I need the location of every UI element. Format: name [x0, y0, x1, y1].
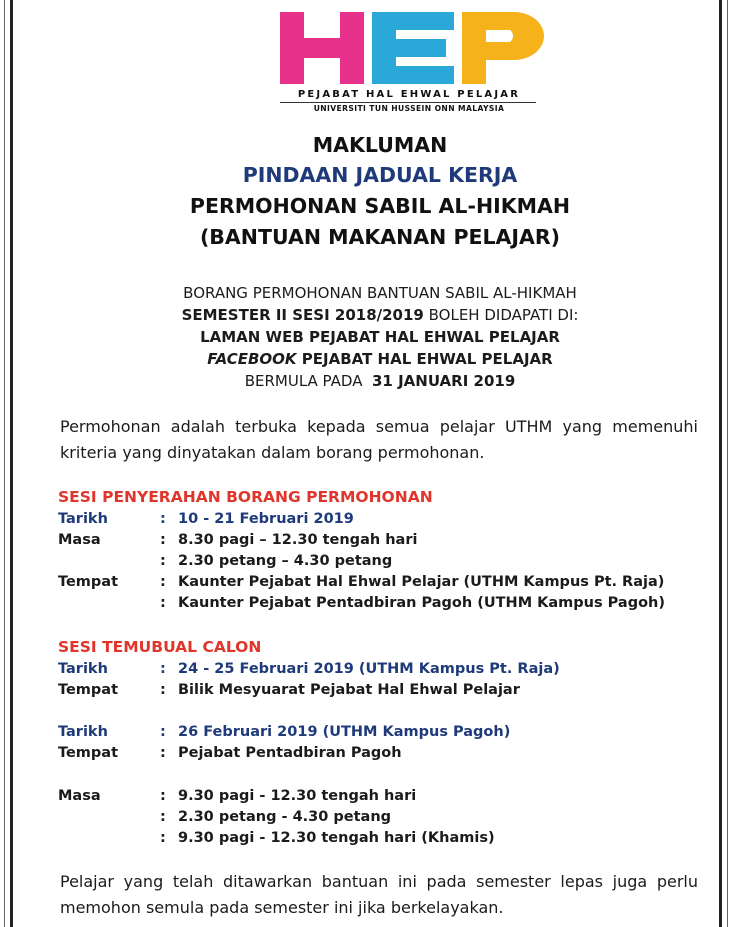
info-start-date: 31 JANUARI 2019	[372, 372, 516, 390]
s2-tarikh2-value: 26 Februari 2019 (UTHM Kampus Pagoh)	[178, 724, 511, 740]
section-interview-title: SESI TEMUBUAL CALON	[58, 638, 262, 656]
s1-tempat-value-2: Kaunter Pejabat Pentadbiran Pagoh (UTHM Kampus Pagoh)	[178, 595, 665, 611]
s2-tempat1-value: Bilik Mesyuarat Pejabat Hal Ehwal Pelajar	[178, 682, 520, 698]
s1-masa-colon-2: :	[160, 553, 166, 569]
s2-tarikh1-colon: :	[160, 661, 166, 677]
s1-tarikh-label: Tarikh	[58, 511, 108, 527]
s2-masa-value-2: 2.30 petang - 4.30 petang	[178, 809, 392, 825]
logo-divider	[280, 102, 536, 103]
s2-masa-label: Masa	[58, 788, 101, 804]
s2-masa-value-1: 9.30 pagi - 12.30 tengah hari	[178, 788, 417, 804]
info-start-label: BERMULA PADA	[244, 372, 372, 390]
s1-masa-value-2: 2.30 petang – 4.30 petang	[178, 553, 393, 569]
logo-subtitle-office: PEJABAT HAL EHWAL PELAJAR	[297, 89, 521, 100]
s2-masa-colon-1: :	[160, 788, 166, 804]
info-line-4	[80, 348, 680, 370]
info-line-1: BORANG PERMOHONAN BANTUAN SABIL AL-HIKMAH	[183, 284, 577, 302]
notice-titles	[100, 131, 660, 253]
s2-tempat2-value: Pejabat Pentadbiran Pagoh	[178, 745, 402, 761]
s1-masa-colon-1: :	[160, 532, 166, 548]
title-permohonan: PERMOHONAN SABIL AL-HIKMAH	[189, 194, 571, 218]
s2-tempat1-colon: :	[160, 682, 166, 698]
s2-masa-colon-3: :	[160, 830, 166, 846]
info-available-at: BOLEH DIDAPATI DI:	[423, 306, 579, 324]
logo-subtitle-university: UNIVERSITI TUN HUSSEIN ONN MALAYSIA	[313, 104, 505, 113]
s2-tempat2-colon: :	[160, 745, 166, 761]
s1-masa-label: Masa	[58, 532, 101, 548]
title-bantuan: (BANTUAN MAKANAN PELAJAR)	[199, 225, 561, 249]
title-pindaan: PINDAAN JADUAL KERJA	[242, 163, 518, 187]
s2-masa-colon-2: :	[160, 809, 166, 825]
s2-tarikh2-label: Tarikh	[58, 724, 108, 740]
s2-tempat2-label: Tempat	[58, 745, 119, 761]
s2-tarikh1-value: 24 - 25 Februari 2019 (UTHM Kampus Pt. Raja)	[178, 661, 560, 677]
info-facebook-page: PEJABAT HAL EHWAL PELAJAR	[296, 350, 553, 368]
eligibility-paragraph: Permohonan adalah terbuka kepada semua pelajar UTHM yang memenuhi kriteria yang dinyatakan dalam borang permohonan.	[60, 417, 698, 462]
s1-tempat-colon-2: :	[160, 595, 166, 611]
s1-tempat-colon-1: :	[160, 574, 166, 590]
s2-tarikh2-colon: :	[160, 724, 166, 740]
section-submission-title: SESI PENYERAHAN BORANG PERMOHONAN	[58, 488, 433, 506]
s1-masa-value-1: 8.30 pagi – 12.30 tengah hari	[178, 532, 418, 548]
s2-tarikh1-label: Tarikh	[58, 661, 108, 677]
s2-tempat1-label: Tempat	[58, 682, 119, 698]
title-makluman: MAKLUMAN	[312, 133, 448, 157]
info-facebook: FACEBOOK	[207, 350, 297, 368]
hep-logo	[278, 8, 548, 113]
hep-logo-letters	[278, 8, 548, 88]
reapply-paragraph: Pelajar yang telah ditawarkan bantuan ini pada semester lepas juga perlu memohon semula pada semester ini jika berkelayakan.	[60, 872, 698, 917]
info-line-5	[80, 370, 680, 392]
s1-tarikh-value: 10 - 21 Februari 2019	[178, 511, 354, 527]
s1-tempat-label: Tempat	[58, 574, 119, 590]
info-line-2	[80, 304, 680, 326]
s1-tempat-value-1: Kaunter Pejabat Hal Ehwal Pelajar (UTHM Kampus Pt. Raja)	[178, 574, 665, 590]
form-availability-info	[80, 282, 680, 392]
s1-tarikh-colon: :	[160, 511, 166, 527]
s2-masa-value-3: 9.30 pagi - 12.30 tengah hari (Khamis)	[178, 830, 495, 846]
info-website: LAMAN WEB PEJABAT HAL EHWAL PELAJAR	[200, 328, 560, 346]
info-semester: SEMESTER II SESI 2018/2019	[181, 306, 424, 324]
info-line-3	[80, 326, 680, 348]
